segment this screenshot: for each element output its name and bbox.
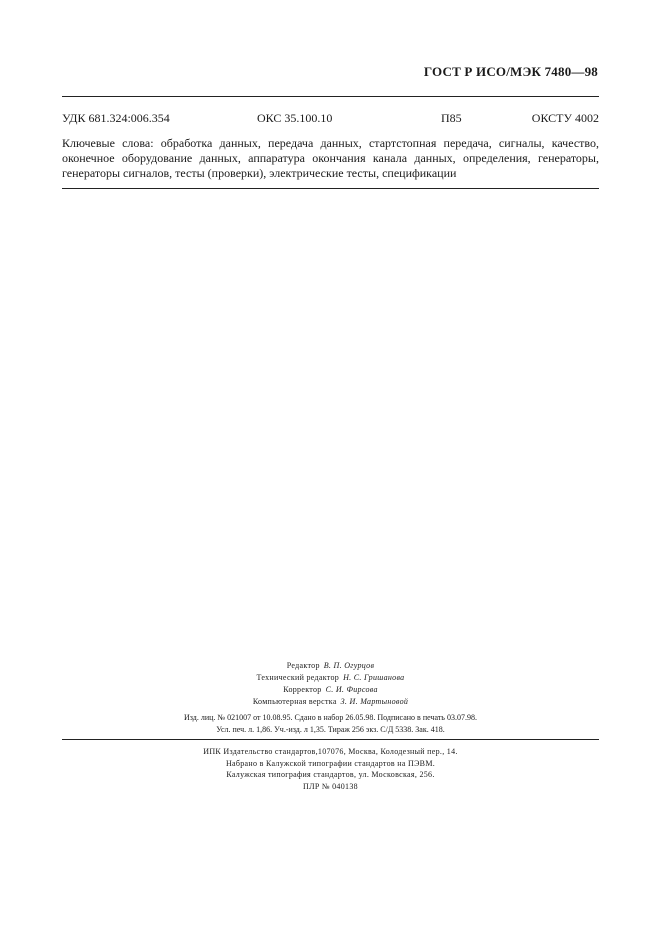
top-divider [62,96,599,97]
oks-code: ОКС 35.100.10 [257,111,333,125]
printing-line: Набрано в Калужской типографии стандартов на ПЭВМ. [225,758,436,768]
printing-info [0,746,661,792]
credits-block [0,660,661,708]
publication-info [0,712,661,736]
keywords-line: Ключевые слова: обработка данных, передача данных, стартстопная передача, сигналы, качество, [62,136,599,150]
keywords-line: оконечное оборудование данных, аппаратура окончания канала данных, определения, генераторы, [62,151,599,165]
corrector-name: С. И. Фирсова [325,685,378,694]
corrector-line [0,684,661,696]
layout-name: З. И. Мартыновой [340,697,409,706]
printing-line: Калужская типография стандартов, ул. Московская, 256. [226,770,435,779]
corrector-role: Корректор [283,685,322,694]
imprint-divider [62,739,599,740]
tech-editor-line [0,672,661,684]
group-code: П85 [441,111,462,125]
publication-line: Усл. печ. л. 1,86. Уч.-изд. л 1,35. Тираж 256 экз. С/Д 5338. Зак. 418. [216,725,445,734]
keywords-divider [62,188,599,189]
keywords-line: генераторы сигналов, тесты (проверки), электрические тесты, спецификации [62,166,457,180]
editor-line [0,660,661,672]
keywords-paragraph [62,136,599,181]
publication-line: Изд. лиц. № 021007 от 10.08.95. Сдано в набор 26.05.98. Подписано в печать 03.07.98. [184,713,477,722]
editor-role: Редактор [286,661,320,670]
tech-editor-role: Технический редактор [256,673,340,682]
okstu-code: ОКСТУ 4002 [531,111,599,125]
license-line: ПЛР № 040138 [303,781,358,791]
layout-role: Компьютерная верстка [252,697,337,706]
udk-code: УДК 681.324:006.354 [62,111,170,125]
classification-row [62,111,599,127]
document-code: ГОСТ Р ИСО/МЭК 7480—98 [423,64,598,79]
editor-name: В. П. Огурцов [323,661,375,670]
layout-line [0,696,661,708]
tech-editor-name: Н. С. Гришанова [343,673,405,682]
printing-line: ИПК Издательство стандартов,107076, Москва, Колодезный пер., 14. [203,747,458,756]
